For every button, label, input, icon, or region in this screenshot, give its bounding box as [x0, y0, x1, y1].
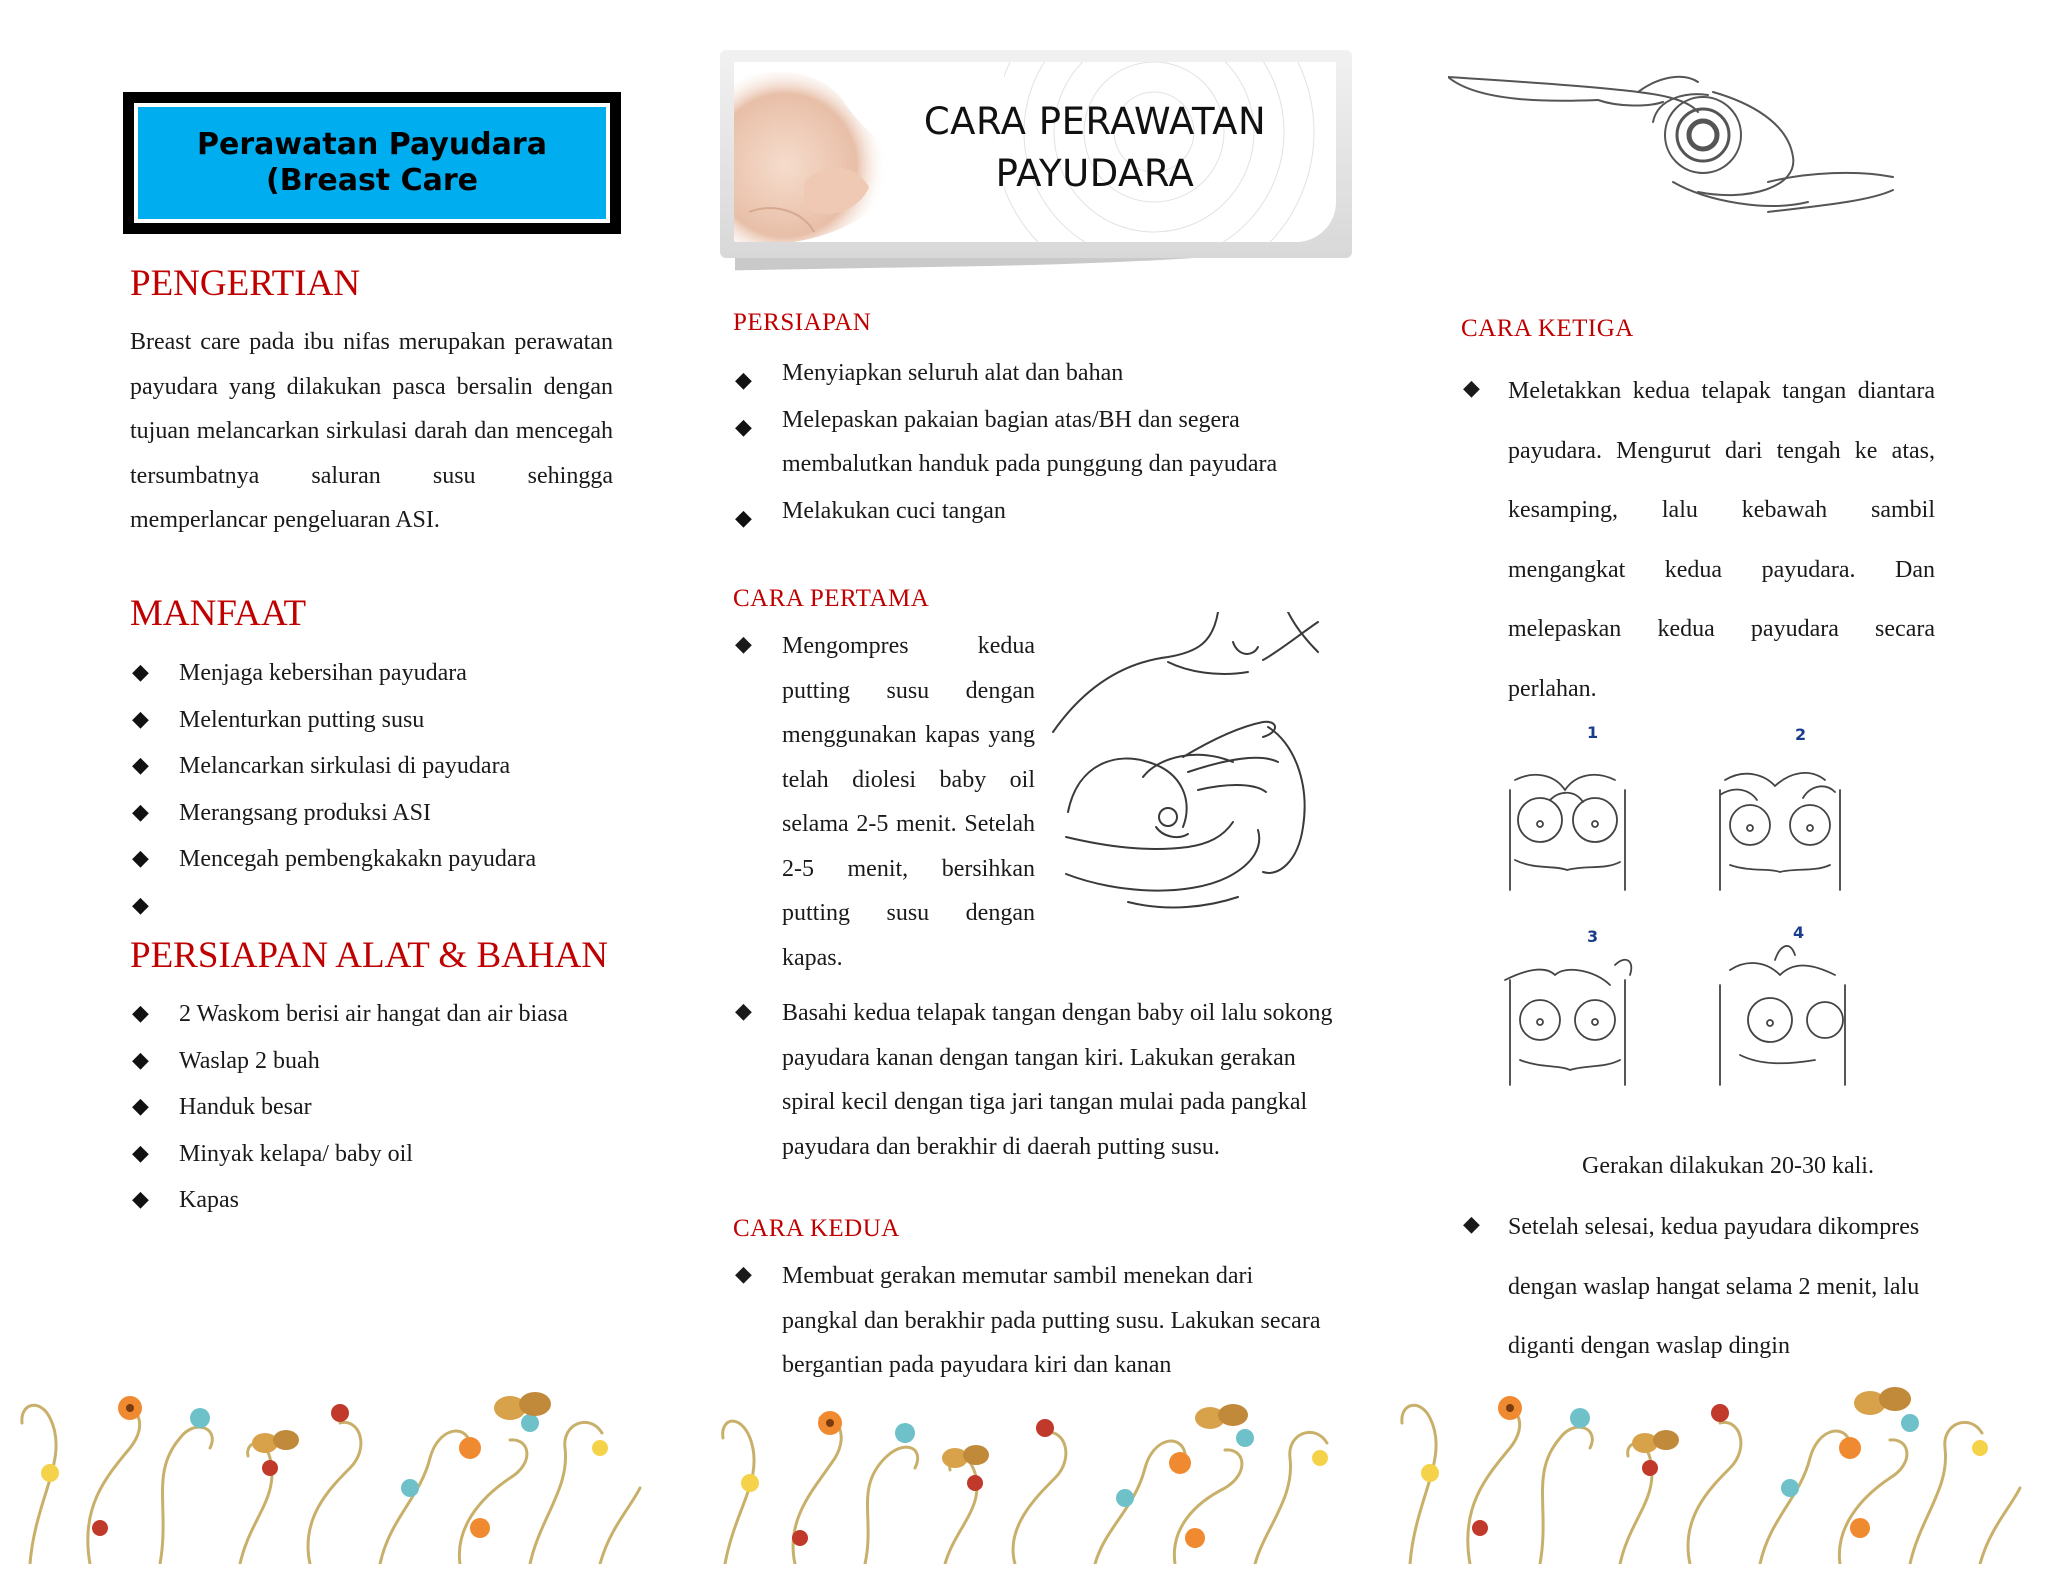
floral-border-decoration — [10, 1378, 650, 1564]
floral-border-decoration — [1390, 1378, 2030, 1564]
diamond-bullet-icon: ◆ — [1463, 376, 1480, 401]
diamond-bullet-icon: ◆ — [132, 1094, 149, 1119]
cara-kedua-heading: CARA KEDUA — [733, 1215, 900, 1242]
list-item: ◆ Melepaskan pakaian bagian atas/BH dan segera membalutkan handuk pada punggung dan payudara — [735, 406, 1278, 477]
cara-pertama-text-2: Basahi kedua telapak tangan dengan baby oil lalu sokong payudara kanan dengan tangan kiri. Lakukan gerakan spiral kecil dengan tiga jari tangan mulai pada pangkal payudara dan berakhir di daerah putting susu. — [782, 1000, 1333, 1160]
list-item: ◆ Melenturkan putting susu — [132, 706, 425, 733]
diamond-bullet-icon: ◆ — [735, 414, 752, 440]
cara-ketiga-item-2 — [1463, 1198, 1935, 1377]
cara-pertama-text-1: Mengompres kedua putting susu dengan menggunakan kapas yang telah diolesi baby oil selama 2-5 menit. Setelah 2-5 menit, bersihkan putting susu dengan kapas. — [782, 633, 1035, 971]
list-item: ◆ Melakukan cuci tangan — [735, 489, 1347, 534]
banner-title-line: PAYUDARA — [995, 152, 1195, 195]
list-item: ◆ Mencegah pembengkakakn payudara — [132, 846, 537, 872]
diamond-bullet-icon: ◆ — [1463, 1212, 1480, 1237]
diamond-bullet-icon: ◆ — [132, 1047, 149, 1073]
manfaat-heading: MANFAAT — [130, 593, 307, 634]
cara-pertama-item-2 — [735, 991, 1347, 1169]
manfaat-list — [132, 658, 632, 937]
hands-spiral-sketch-illustration — [1448, 62, 1898, 222]
cara-pertama-item-1 — [735, 624, 1035, 980]
cara-kedua-item-1 — [735, 1254, 1347, 1388]
cara-ketiga-text-2: Setelah selesai, kedua payudara dikompres dengan waslap hangat selama 2 menit, lalu diganti dengan waslap dingin — [1508, 1214, 1920, 1359]
persiapan-heading: PERSIAPAN — [733, 309, 872, 336]
diamond-bullet-icon: ◆ — [132, 892, 149, 918]
diamond-bullet-icon: ◆ — [132, 1140, 149, 1166]
banner-title-line: CARA PERAWATAN — [923, 100, 1267, 143]
list-item: ◆ Merangsang produksi ASI — [132, 799, 431, 826]
pengertian-heading: PENGERTIAN — [130, 263, 361, 304]
gerakan-note: Gerakan dilakukan 20-30 kali. — [1582, 1153, 1874, 1179]
pengertian-text: Breast care pada ibu nifas merupakan perawatan payudara yang dilakukan pasca bersalin dengan tujuan melancarkan sirkulasi darah dan mencegah tersumbatnya saluran susu sehingga memperlancar pengeluaran ASI. — [130, 329, 613, 533]
title-box — [123, 92, 621, 234]
brochure-title: Perawatan Payudara (Breast Care — [134, 103, 610, 223]
diamond-bullet-icon: ◆ — [132, 1187, 149, 1212]
diamond-bullet-icon: ◆ — [132, 706, 149, 732]
diamond-bullet-icon: ◆ — [132, 799, 149, 825]
diamond-bullet-icon: ◆ — [735, 505, 752, 531]
cara-ketiga-text-1: Meletakkan kedua telapak tangan diantara payudara. Mengurut dari tengah ke atas, kesamping, lalu kebawah sambil mengangkat kedua payudara. Dan melepaskan kedua payudara secara perlahan. — [1508, 378, 1935, 702]
cara-kedua-text-1: Membuat gerakan memutar sambil menekan dari pangkal dan berakhir pada putting susu. Lakukan secara bergantian pada payudara kiri dan kanan — [782, 1263, 1321, 1378]
list-item — [132, 891, 632, 938]
list-item: ◆ Menyiapkan seluruh alat dan bahan — [735, 351, 1347, 396]
persiapan-alat-heading: PERSIAPAN ALAT & BAHAN — [130, 935, 609, 976]
diamond-bullet-icon: ◆ — [735, 1262, 752, 1287]
step-label: 1 — [1587, 723, 1599, 742]
list-item: ◆ Minyak kelapa/ baby oil — [132, 1140, 413, 1167]
cara-ketiga-item-1 — [1463, 362, 1935, 719]
diamond-bullet-icon: ◆ — [132, 1001, 149, 1026]
four-step-massage-figure — [1495, 720, 1895, 1090]
list-item: ◆ Waslap 2 buah — [132, 1047, 320, 1074]
diamond-bullet-icon: ◆ — [132, 753, 149, 778]
cara-ketiga-heading: CARA KETIGA — [1461, 315, 1634, 342]
persiapan-alat-list — [132, 999, 652, 1232]
step-label: 3 — [1587, 927, 1599, 946]
list-item: ◆ Menjaga kebersihan payudara — [132, 660, 467, 686]
diamond-bullet-icon: ◆ — [735, 368, 752, 393]
list-item: ◆ Kapas — [132, 1187, 239, 1213]
list-item: ◆ Handuk besar — [132, 1094, 312, 1120]
persiapan-list — [735, 351, 1347, 533]
breast-compress-sketch-illustration — [1048, 612, 1333, 922]
floral-border-decoration — [705, 1378, 1345, 1564]
cara-pertama-heading: CARA PERTAMA — [733, 585, 930, 612]
step-label: 2 — [1795, 725, 1807, 744]
diamond-bullet-icon: ◆ — [132, 660, 149, 685]
list-item: ◆ 2 Waskom berisi air hangat dan air biasa — [132, 1001, 568, 1027]
step-label: 4 — [1793, 923, 1805, 942]
diamond-bullet-icon: ◆ — [735, 999, 752, 1024]
diamond-bullet-icon: ◆ — [735, 632, 752, 657]
diamond-bullet-icon: ◆ — [132, 846, 149, 871]
banner-title — [895, 96, 1295, 200]
list-item: ◆ Melancarkan sirkulasi di payudara — [132, 753, 511, 779]
